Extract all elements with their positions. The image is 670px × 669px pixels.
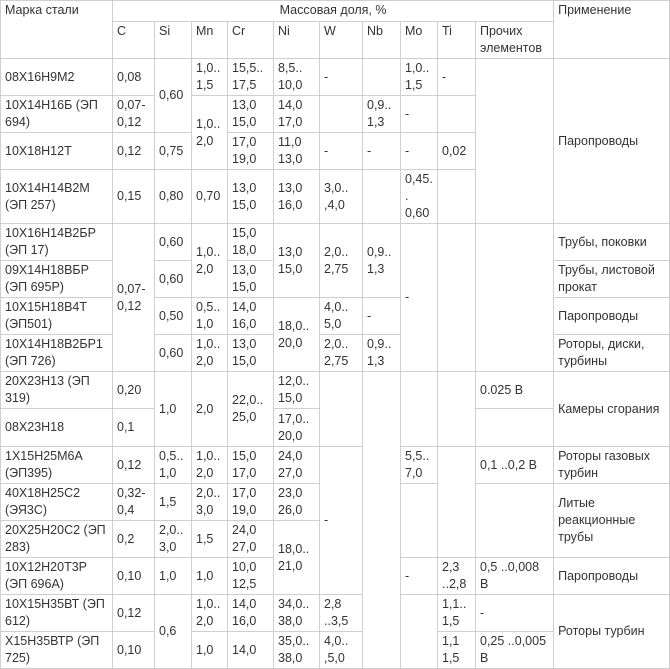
header-element-si: Si: [155, 22, 192, 59]
grade-cell: 20Х25Н20С2 (ЭП 283): [1, 521, 113, 558]
mn-cell: 1,0.. 2,0: [192, 447, 228, 484]
ni-cell: 17,0.. 20,0: [274, 409, 320, 447]
w-cell: -: [320, 133, 363, 170]
grade-cell: 20Х23Н13 (ЭП 319): [1, 372, 113, 409]
application-cell: Трубы, поковки: [554, 224, 670, 261]
c-cell: 0,10: [113, 632, 155, 669]
application-cell: Паропроводы: [554, 59, 670, 224]
nb-cell: -: [363, 133, 401, 170]
w-cell: 4,0.. ,5,0: [320, 632, 363, 669]
w-cell: 2,8 ..3,5: [320, 595, 363, 632]
si-cell: 0,75: [155, 133, 192, 170]
w-cell: 3,0.. ,4,0: [320, 170, 363, 224]
other-cell: 0,5 ..0,008 В: [476, 558, 554, 595]
ni-cell: 13,0 15,0: [274, 224, 320, 298]
mo-cell: 1,0.. 1,5: [401, 59, 438, 96]
cr-cell: 15,0 17,0: [228, 447, 274, 484]
header-element-other: Прочих элементов: [476, 22, 554, 59]
cr-cell: 14,0 16,0: [228, 595, 274, 632]
header-grade: Марка стали: [1, 1, 113, 59]
ti-cell: [438, 224, 476, 372]
c-cell: 0,07- 0,12: [113, 96, 155, 133]
mn-cell: 1,0: [192, 558, 228, 595]
other-cell: -: [476, 595, 554, 632]
mo-cell: [401, 372, 438, 447]
c-cell: 0,20: [113, 372, 155, 409]
ti-cell: [438, 447, 476, 558]
si-cell: 0,60: [155, 261, 192, 298]
grade-cell: 10Х15Н35ВТ (ЭП 612): [1, 595, 113, 632]
application-cell: Роторы турбин: [554, 595, 670, 669]
mo-cell: 0,45.. 0,60: [401, 170, 438, 224]
w-cell: [320, 96, 363, 133]
ti-cell: 1,1.. 1,5: [438, 595, 476, 632]
mo-cell: [401, 484, 438, 558]
si-cell: 0,60: [155, 59, 192, 133]
w-cell: 4,0.. 5,0: [320, 298, 363, 335]
mo-cell: -: [401, 96, 438, 133]
cr-cell: 22,0.. 25,0: [228, 372, 274, 447]
c-cell: 0,15: [113, 170, 155, 224]
grade-cell: 40Х18Н25С2 (ЭЯ3С): [1, 484, 113, 521]
table-row: [1, 595, 670, 632]
c-cell: 0,08: [113, 59, 155, 96]
header-element-w: W: [320, 22, 363, 59]
ti-cell: [438, 372, 476, 447]
cr-cell: 15,0 18,0: [228, 224, 274, 261]
cr-cell: 14,0: [228, 632, 274, 669]
ti-cell: 0,02: [438, 133, 476, 170]
mn-cell: 1,0.. 2,0: [192, 224, 228, 298]
header-element-mn: Mn: [192, 22, 228, 59]
cr-cell: 10,0 12,5: [228, 558, 274, 595]
c-cell: 0,12: [113, 447, 155, 484]
table-row: [1, 298, 670, 335]
ni-cell: 34,0.. 38,0: [274, 595, 320, 632]
c-cell: 0,12: [113, 595, 155, 632]
ni-cell: 8,5.. 10,0: [274, 59, 320, 96]
si-cell: 1,0: [155, 372, 192, 447]
grade-cell: 08Х23Н18: [1, 409, 113, 447]
grade-cell: 10Х14Н18В2БР1 (ЭП 726): [1, 335, 113, 372]
w-cell: 2,0.. 2,75: [320, 224, 363, 298]
mo-cell: -: [401, 558, 438, 595]
application-cell: Литые реакционные трубы: [554, 484, 670, 558]
nb-cell: [363, 59, 401, 96]
grade-cell: 09Х14Н18ВБР (ЭП 695Р): [1, 261, 113, 298]
header-mass-fraction: Массовая доля, %: [113, 1, 554, 22]
ni-cell: 23,0 26,0: [274, 484, 320, 521]
ni-cell: 12,0.. 15,0: [274, 372, 320, 409]
application-cell: Паропроводы: [554, 558, 670, 595]
nb-cell: 0,9.. 1,3: [363, 96, 401, 133]
mo-cell: -: [401, 224, 438, 372]
cr-cell: 13,0 15,0: [228, 261, 274, 298]
grade-cell: 10Х16Н14В2БР (ЭП 17): [1, 224, 113, 261]
cr-cell: 13,0 15,0: [228, 96, 274, 133]
mn-cell: 1,0.. 2,0: [192, 335, 228, 372]
si-cell: 0,6: [155, 595, 192, 669]
mn-cell: 1,0.. 2,0: [192, 96, 228, 170]
mo-cell: [401, 595, 438, 669]
si-cell: 2,0.. 3,0: [155, 521, 192, 558]
ni-cell: 24,0 27,0: [274, 447, 320, 484]
table-row: [1, 447, 670, 484]
c-cell: 0,1: [113, 409, 155, 447]
grade-cell: 10Х18Н12Т: [1, 133, 113, 170]
cr-cell: 24,0 27,0: [228, 521, 274, 558]
mn-cell: 1,0.. 1,5: [192, 59, 228, 96]
ni-cell: 18,0.. 20,0: [274, 298, 320, 372]
mn-cell: 2,0: [192, 372, 228, 447]
ni-cell: 14,0 17,0: [274, 96, 320, 133]
nb-cell: 0,9.. 1,3: [363, 224, 401, 298]
ti-cell: -: [438, 59, 476, 96]
application-cell: Роторы газовых турбин: [554, 447, 670, 484]
mn-cell: 1,0.. 2,0: [192, 595, 228, 632]
other-cell: [476, 59, 554, 224]
cr-cell: 17,0 19,0: [228, 133, 274, 170]
w-cell: [320, 372, 363, 447]
other-cell: 0,1 ..0,2 В: [476, 447, 554, 484]
c-cell: 0,32- 0,4: [113, 484, 155, 521]
si-cell: 1,5: [155, 484, 192, 521]
other-cell: 0,25 ..0,005 В: [476, 632, 554, 669]
application-cell: Роторы, диски, турбины: [554, 335, 670, 372]
si-cell: 0,50: [155, 298, 192, 335]
mn-cell: 1,0: [192, 632, 228, 669]
w-cell: -: [320, 447, 363, 595]
table-row: [1, 335, 670, 372]
c-cell: 0,10: [113, 558, 155, 595]
table-row: [1, 224, 670, 261]
c-cell: 0,2: [113, 521, 155, 558]
mn-cell: 0,70: [192, 170, 228, 224]
header-element-mo: Mo: [401, 22, 438, 59]
ni-cell: 11,0 13,0: [274, 133, 320, 170]
header-element-c: C: [113, 22, 155, 59]
application-cell: Паропроводы: [554, 298, 670, 335]
grade-cell: 1Х15Н25М6А (ЭП395): [1, 447, 113, 484]
cr-cell: 15,5.. 17,5: [228, 59, 274, 96]
ni-cell: 18,0.. 21,0: [274, 521, 320, 595]
w-cell: 2,0.. 2,75: [320, 335, 363, 372]
other-cell: 0.025 В: [476, 372, 554, 409]
nb-cell: -: [363, 298, 401, 335]
nb-cell: [363, 372, 401, 669]
mn-cell: 0,5.. 1,0: [192, 298, 228, 335]
other-cell: [476, 484, 554, 558]
c-cell: 0,07- 0,12: [113, 224, 155, 372]
nb-cell: [363, 170, 401, 224]
mn-cell: 2,0.. 3,0: [192, 484, 228, 521]
other-cell: [476, 224, 554, 372]
ti-cell: [438, 96, 476, 133]
cr-cell: 17,0 19,0: [228, 484, 274, 521]
nb-cell: 0,9.. 1,3: [363, 335, 401, 372]
ni-cell: 13,0 16,0: [274, 170, 320, 224]
w-cell: -: [320, 59, 363, 96]
ti-cell: 2,3 ..2,8: [438, 558, 476, 595]
c-cell: 0,12: [113, 133, 155, 170]
grade-cell: Х15Н35ВТР (ЭП 725): [1, 632, 113, 669]
header-element-nb: Nb: [363, 22, 401, 59]
mo-cell: 5,5.. 7,0: [401, 447, 438, 484]
grade-cell: 10Х14Н16Б (ЭП 694): [1, 96, 113, 133]
application-cell: Камеры сгорания: [554, 372, 670, 447]
grade-cell: 08Х16Н9М2: [1, 59, 113, 96]
application-cell: Трубы, листовой прокат: [554, 261, 670, 298]
si-cell: 1,0: [155, 558, 192, 595]
ni-cell: 35,0.. 38,0: [274, 632, 320, 669]
si-cell: 0,60: [155, 335, 192, 372]
other-cell: [476, 409, 554, 447]
mn-cell: 1,5: [192, 521, 228, 558]
cr-cell: 14,0 16,0: [228, 298, 274, 335]
si-cell: 0,60: [155, 224, 192, 261]
header-application: Применение: [554, 1, 670, 59]
table-row: [1, 372, 670, 409]
si-cell: 0,80: [155, 170, 192, 224]
header-element-cr: Cr: [228, 22, 274, 59]
si-cell: 0,5.. 1,0: [155, 447, 192, 484]
grade-cell: 10Х14Н14В2М (ЭП 257): [1, 170, 113, 224]
mo-cell: -: [401, 133, 438, 170]
grade-cell: 10Х12Н20Т3Р (ЭП 696А): [1, 558, 113, 595]
cr-cell: 13,0 15,0: [228, 335, 274, 372]
ti-cell: [438, 170, 476, 224]
ti-cell: 1,1 1,5: [438, 632, 476, 669]
header-element-ti: Ti: [438, 22, 476, 59]
cr-cell: 13,0 15,0: [228, 170, 274, 224]
header-element-ni: Ni: [274, 22, 320, 59]
table-row: [1, 59, 670, 96]
grade-cell: 10Х15Н18В4Т (ЭП501): [1, 298, 113, 335]
